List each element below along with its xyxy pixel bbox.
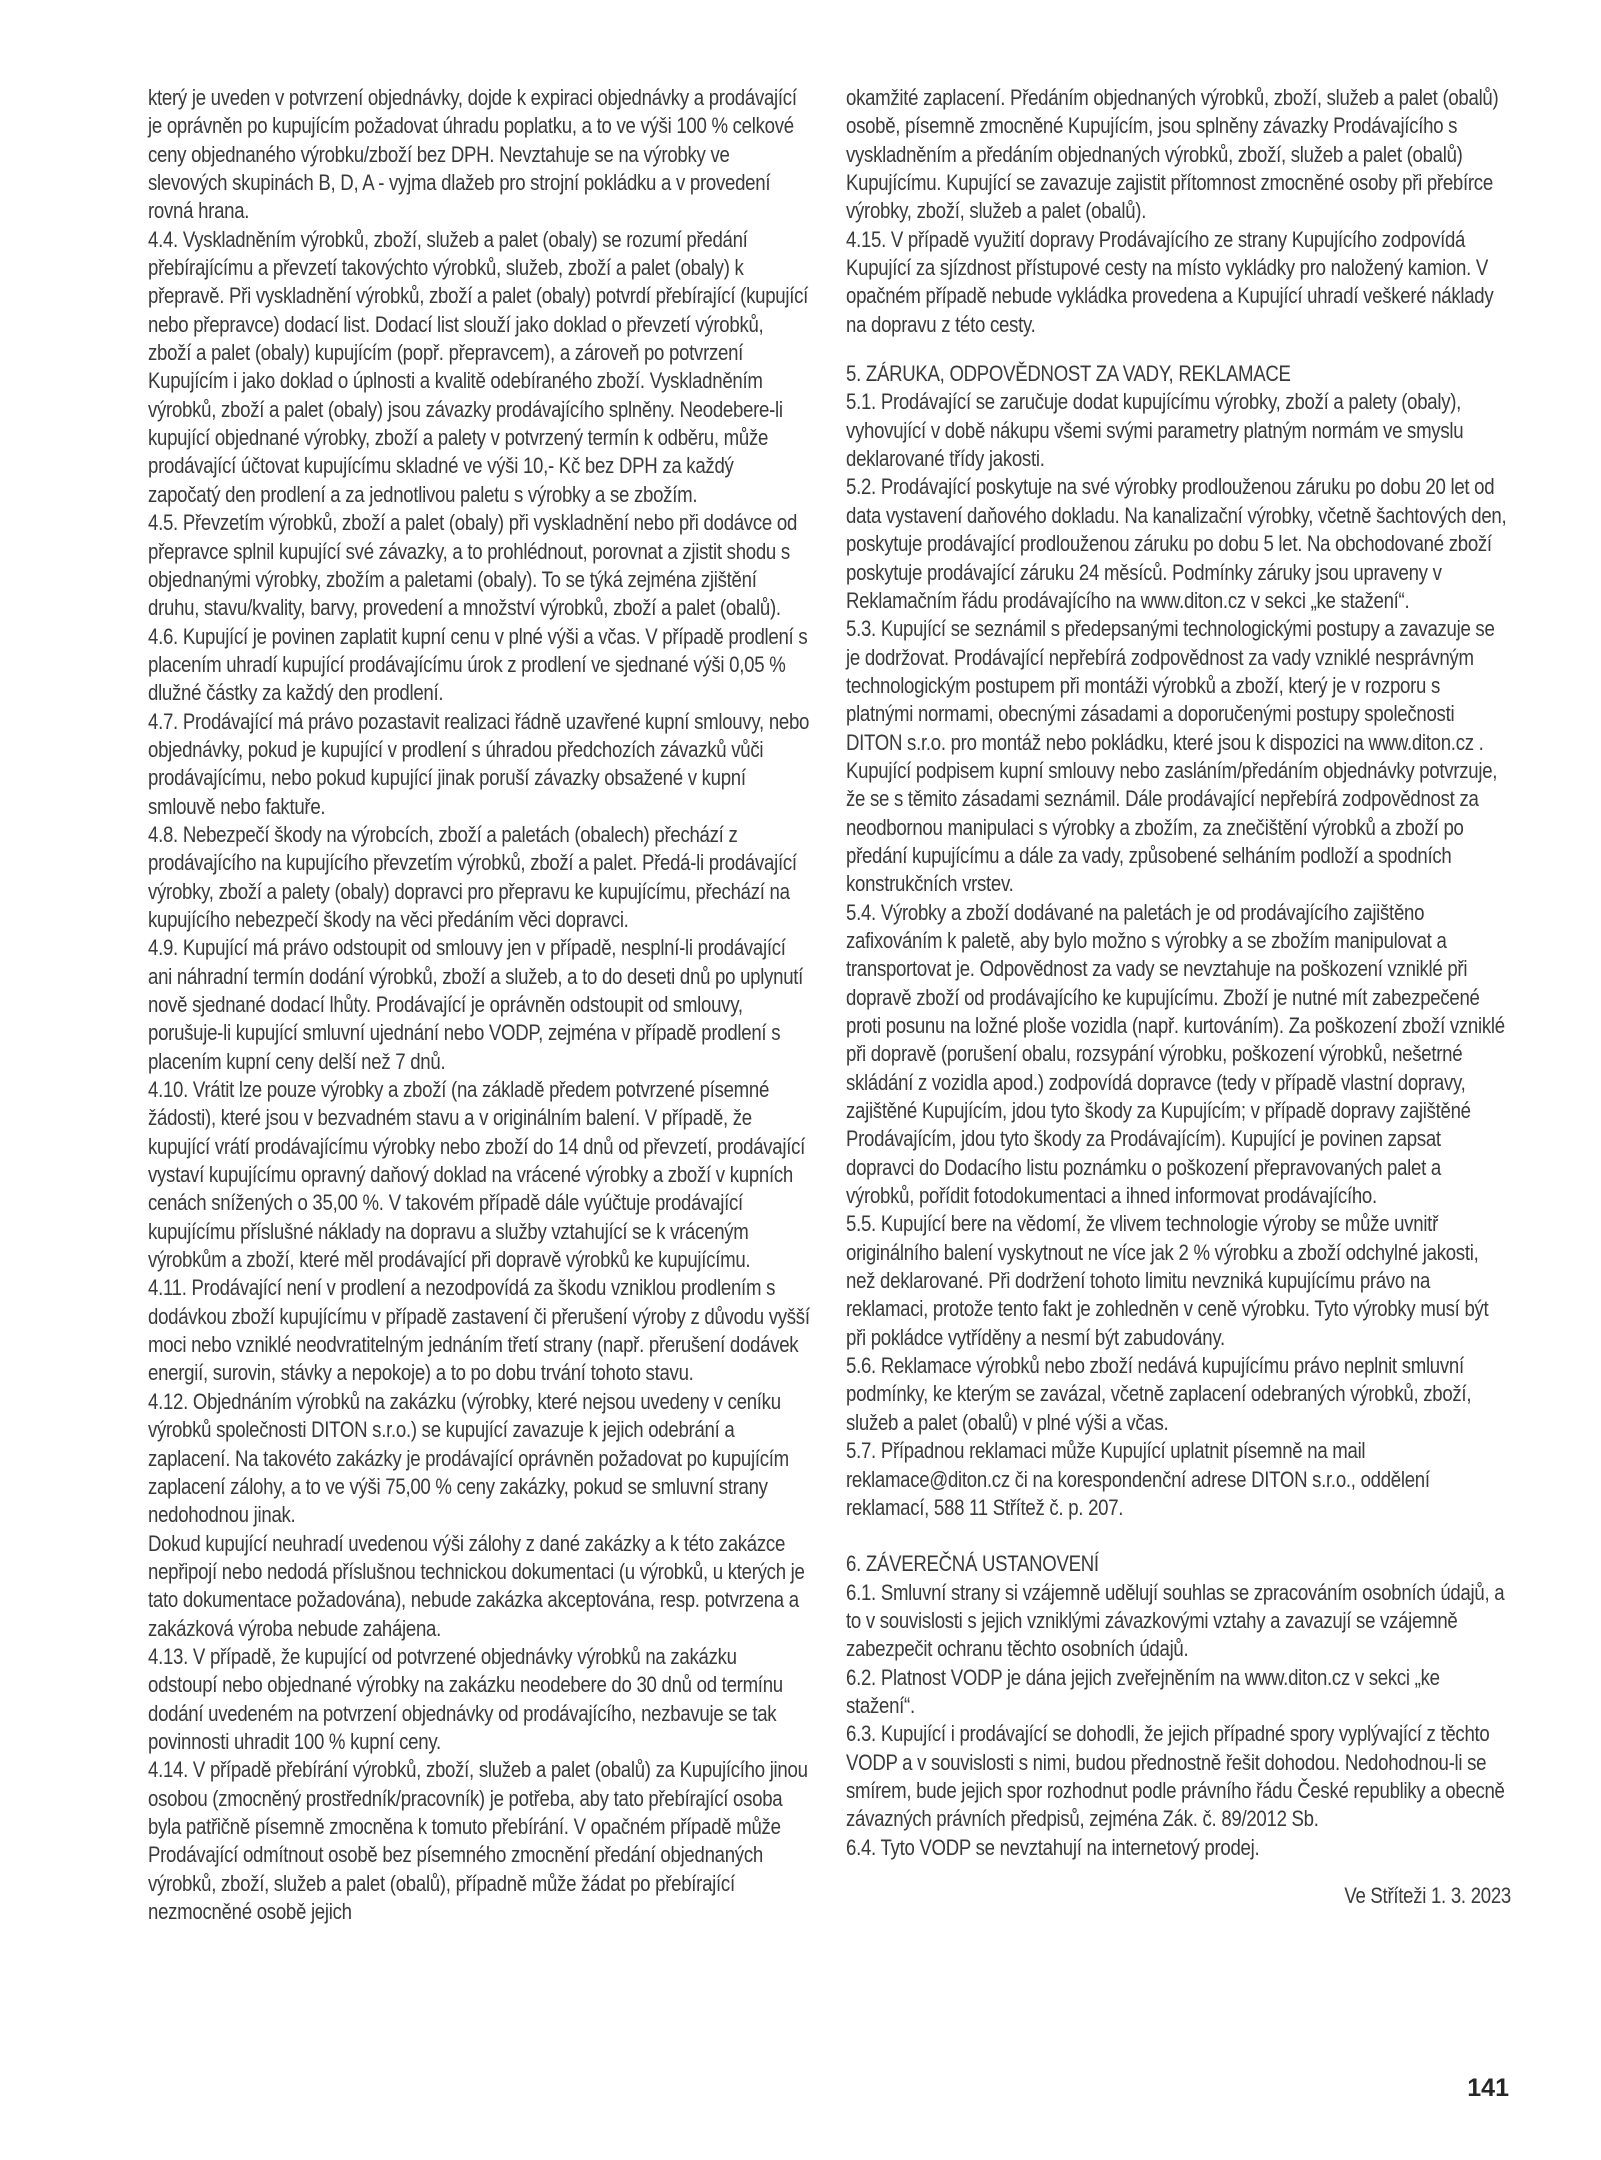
page-number: 141 — [1467, 2074, 1509, 2102]
clause-4-5: 4.5. Převzetím výrobků, zboží a palet (obaly) při vyskladnění nebo při dodávce od přepravce splnil kupující své závazky, a to prohlédnout, porovnat a zjistit shodu s objednanými výrobky, zbožím a paletami (obaly). To se týká zejména zjištění druhu, stavu/kvality, barvy, provedení a množství výrobků, zboží a palet (obalů). — [148, 510, 798, 621]
clause-6-3: 6.3. Kupující i prodávající se dohodli, že jejich případné spory vyplývající z těchto VODP a v souvislosti s nimi, budou přednostně řešit dohodou. Nedohodnou-li se smírem, bude jejich spor rozhodnut podle právního řádu České republiky a obecně závazných právních předpisů, zejména Zák. č. 89/2012 Sb. — [846, 1721, 1505, 1832]
clause-5-7: 5.7. Případnou reklamaci může Kupující uplatnit písemně na mail reklamace@diton.cz či na korespondenční adrese DITON s.r.o., oddělení reklamací, 588 11 Střítež č. p. 207. — [846, 1438, 1430, 1520]
left-column — [148, 84, 810, 1926]
clause-4-12: 4.12. Objednáním výrobků na zakázku (výrobky, které nejsou uvedeny v ceníku výrobků společnosti DITON s.r.o.) se kupující zavazuje k jejich odebrání a zaplacení. Na takovéto zakázky je prodávající oprávněn požadovat po kupujícím zaplacení zálohy, a to ve výši 75,00 % ceny zakázky, pokud se smluvní strany nedohodnou jinak. — [148, 1388, 789, 1528]
clause-4-12-continuation: Dokud kupující neuhradí uvedenou výši zálohy z dané zakázky a k této zakázce nepřipojí nebo nedodá příslušnou technickou dokumentaci (u výrobků, u kterých je tato dokumentace požadována), nebude zakázka akceptována, resp. potvrzena a zakázková výroba nebude zahájena. — [148, 1530, 805, 1641]
clause-4-9: 4.9. Kupující má právo odstoupit od smlouvy jen v případě, nesplní-li prodávající ani náhradní termín dodání výrobků, zboží a služeb, a to do deseti dnů po uplynutí nově sjednané dodací lhůty. Prodávající je oprávněn odstoupit od smlouvy, porušuje-li kupující smluvní ujednání nebo VODP, zejména v případě prodlení s placením kupní ceny delší než 7 dnů. — [148, 935, 804, 1074]
clause-5-5: 5.5. Kupující bere na vědomí, že vlivem technologie výroby se může uvnitř originálního balení vyskytnout ne více jak 2 % výrobku a zboží odchylné jakosti, než deklarované. Při dodržení tohoto limitu nevzniká kupujícímu právo na reklamaci, protože tento fakt je zohledněn v ceně výrobku. Tyto výrobky musí být při pokládce vytříděny a nesmí být zabudovány. — [846, 1211, 1489, 1350]
dateline: Ve Stříteži 1. 3. 2023 — [1344, 1882, 1511, 1908]
section-6-heading: 6. ZÁVEREČNÁ USTANOVENÍ — [846, 1551, 1099, 1577]
clause-5-6: 5.6. Reklamace výrobků nebo zboží nedává kupujícímu právo neplnit smluvní podmínky, ke kterým se zavázal, včetně zaplacení odebraných výrobků, zboží, služeb a palet (obalů) v plné výši a včas. — [846, 1353, 1472, 1435]
clause-4-11: 4.11. Prodávající není v prodlení a nezodpovídá za škodu vzniklou prodlením s dodávkou zboží kupujícímu v případě zastavení či přerušení výroby z důvodu vyšší moci nebo vzniklé neodvratitelným jednáním třetí strany (např. přerušení dodávek energií, surovin, stávky a nepokoje) a to po dobu trvání tohoto stavu. — [148, 1275, 810, 1386]
clause-4-15: 4.15. V případě využití dopravy Prodávajícího ze strany Kupujícího zodpovídá Kupující za sjízdnost přístupové cesty na místo vykládky pro naložený kamion. V opačném případě nebude vykládka provedena a Kupující uhradí veškeré náklady na dopravu z této cesty. — [846, 226, 1494, 337]
clause-5-2: 5.2. Prodávající poskytuje na své výrobky prodlouženou záruku po dobu 20 let od data vystavení daňového dokladu. Na kanalizační výrobky, včetně šachtových den, poskytuje prodávající prodlouženou záruku po dobu 5 let. Na obchodované zboží poskytuje prodávající záruku 24 měsíců. Podmínky záruky jsou upraveny v Reklamačním řádu prodávajícího na www.diton.cz v sekci „ke stažení“. — [846, 474, 1507, 613]
clause-5-3: 5.3. Kupující se seznámil s předepsanými technologickými postupy a zavazuje se je dodržovat. Prodávající nepřebírá zodpovědnost za vady vzniklé nesprávným technologickým postupem při montáži výrobků a zboží, který je v rozporu s platnými normami, obecnými zásadami a doporučenými postupy společnosti DITON s.r.o. pro montáž nebo pokládku, které jsou k dispozici na www.diton.cz . Kupující podpisem kupní smlouvy nebo zasláním/předáním objednávky potvrzuje, že se s těmito zásadami seznámil. Dále prodávající nepřebírá zodpovědnost za neodbornou manipulaci s výrobky a zbožím, za znečištění výrobků a zboží po předání kupujícímu a dále za vady, způsobené selháním podloží a spodních konstrukčních vrstev. — [846, 616, 1498, 897]
clause-4-10: 4.10. Vrátit lze pouze výrobky a zboží (na základě předem potvrzené písemné žádosti), které jsou v bezvadném stavu a v originálním balení. V případě, že kupující vrátí prodávajícímu výrobky nebo zboží do 14 dnů od převzetí, prodávající vystaví kupujícímu opravný daňový doklad na vrácené výrobky a zboží v kupních cenách snížených o 35,00 %. V takovém případě dále vyúčtuje prodávající kupujícímu příslušné náklady na dopravu a služby vztahující se k vráceným výrobkům a zboží, které měl prodávající při dopravě výrobků ke kupujícímu. — [148, 1077, 806, 1273]
clause-6-1: 6.1. Smluvní strany si vzájemně udělují souhlas se zpracováním osobních údajů, a to v souvislosti s jejich vzniklými závazkovými vztahy a zavazují se vzájemně zabezpečit ochranu těchto osobních údajů. — [846, 1579, 1505, 1662]
clause-6-4: 6.4. Tyto VODP se nevztahují na internetový prodej. — [846, 1834, 1260, 1860]
right-column — [846, 84, 1511, 1910]
clause-4-4: 4.4. Vyskladněním výrobků, zboží, služeb a palet (obaly) se rozumí předání přebírajícímu a převzetí takovýchto výrobků, služeb, zboží a palet (obaly) k přepravě. Při vyskladnění výrobků, zboží a palet (obaly) potvrdí přebírající (kupující nebo přepravce) dodací list. Dodací list slouží jako doklad o převzetí výrobků, zboží a palet (obaly) kupujícím (popř. přepravcem), a zároveň po potvrzení Kupujícím i jako doklad o úplnosti a kvalitě odebíraného zboží. Vyskladněním výrobků, zboží a palet (obaly) jsou závazky prodávajícího splněny. Neodebere-li kupující objednané výrobky, zboží a palety v potvrzený termín k odběru, může prodávající účtovat kupujícímu skladné ve výši 10,- Kč bez DPH za každý započatý den prodlení a za jednotlivou paletu s výrobky a se zbožím. — [148, 226, 809, 507]
clause-4-13: 4.13. V případě, že kupující od potvrzené objednávky výrobků na zakázku odstoupí nebo objednané výrobky na zakázku neodebere do 30 dnů od termínu dodání uvedeném na potvrzení objednávky od prodávajícího, nezbavuje se tak povinnosti uhradit 100 % kupní ceny. — [148, 1643, 783, 1754]
clause-6-2: 6.2. Platnost VODP je dána jejich zveřejněním na www.diton.cz v sekci „ke stažení“. — [846, 1664, 1440, 1718]
clause-4-7: 4.7. Prodávající má právo pozastavit realizaci řádně uzavřené kupní smlouvy, nebo objednávky, pokud je kupující v prodlení s úhradou předchozích závazků vůči prodávajícímu, nebo pokud kupující jinak poruší závazky obsažené v kupní smlouvě nebo faktuře. — [148, 708, 810, 819]
section-5-heading: 5. ZÁRUKA, ODPOVĚDNOST ZA VADY, REKLAMACE — [846, 361, 1291, 387]
clause-4-14: 4.14. V případě přebírání výrobků, zboží, služeb a palet (obalů) za Kupujícího jinou osobou (zmocněný prostředník/pracovník) je potřeba, aby tato přebírající osoba byla patřičně písemně zmocněna k tomuto přebírání. V opačném případě může Prodávající odmítnout osobě bez písemného zmocnění předání objednaných výrobků, zboží, služeb a palet (obalů), případně může žádat po přebírající nezmocněné osobě jejich — [148, 1757, 808, 1924]
clause-4-6: 4.6. Kupující je povinen zaplatit kupní cenu v plné výši a včas. V případě prodlení s placením uhradí kupující prodávajícímu úrok z prodlení ve sjednané výši 0,05 % dlužné částky za každý den prodlení. — [148, 623, 808, 706]
clause-4-14-continuation: okamžité zaplacení. Předáním objednaných výrobků, zboží, služeb a palet (obalů) osobě, písemně zmocněné Kupujícím, jsou splněny závazky Prodávajícího s vyskladněním a předáním objednaných výrobků, zboží, služeb a palet (obalů) Kupujícímu. Kupující se zavazuje zajistit přítomnost zmocněné osoby při přebírce výrobky, zboží, služeb a palet (obalů). — [846, 85, 1499, 224]
clause-4-8: 4.8. Nebezpečí škody na výrobcích, zboží a paletách (obalech) přechází z prodávajícího na kupujícího převzetím výrobků, zboží a palet. Předá-li prodávající výrobky, zboží a palety (obaly) dopravci pro přepravu ke kupujícímu, přechází na kupujícího nebezpečí škody na věci předáním věci dopravci. — [148, 821, 797, 932]
clause-5-1: 5.1. Prodávající se zaručuje dodat kupujícímu výrobky, zboží a palety (obaly), vyhovující v době nákupu všemi svými parametry platným normám ve smyslu deklarované třídy jakosti. — [846, 389, 1464, 472]
clause-5-4: 5.4. Výrobky a zboží dodávané na paletách je od prodávajícího zajištěno zafixováním k paletě, aby bylo možno s výrobky a se zbožím manipulovat a transportovat je. Odpovědnost za vady se nevztahuje na poškození vzniklé při dopravě zboží od prodávajícího ke kupujícímu. Zboží je nutné mít zabezpečené proti posunu na ložné ploše vozidla (např. kurtováním). Za poškození zboží vzniklé při dopravě (porušení obalu, rozsypání výrobku, poškození výrobků, nešetrné skládání z vozidla apod.) zodpovídá dopravce (tedy v případě vlastní dopravy, zajištěné Kupujícím, jdou tyto škody za Kupujícím; v případě dopravy zajištěné Prodávajícím, jdou tyto škody za Prodávajícím). Kupující je povinen zapsat dopravci do Dodacího listu poznámku o poškození přepravovaných palet a výrobků, pořídit fotodokumentaci a ihned informovat prodávajícího. — [846, 899, 1505, 1209]
clause-4-3-continuation: který je uveden v potvrzení objednávky, dojde k expiraci objednávky a prodávající je oprávněn po kupujícím požadovat úhradu poplatku, a to ve výši 100 % celkové ceny objednaného výrobku/zboží bez DPH. Nevztahuje se na výrobky ve slevových skupinách B, D, A - vyjma dlažeb pro strojní pokládku a v provedení rovná hrana. — [148, 85, 797, 224]
